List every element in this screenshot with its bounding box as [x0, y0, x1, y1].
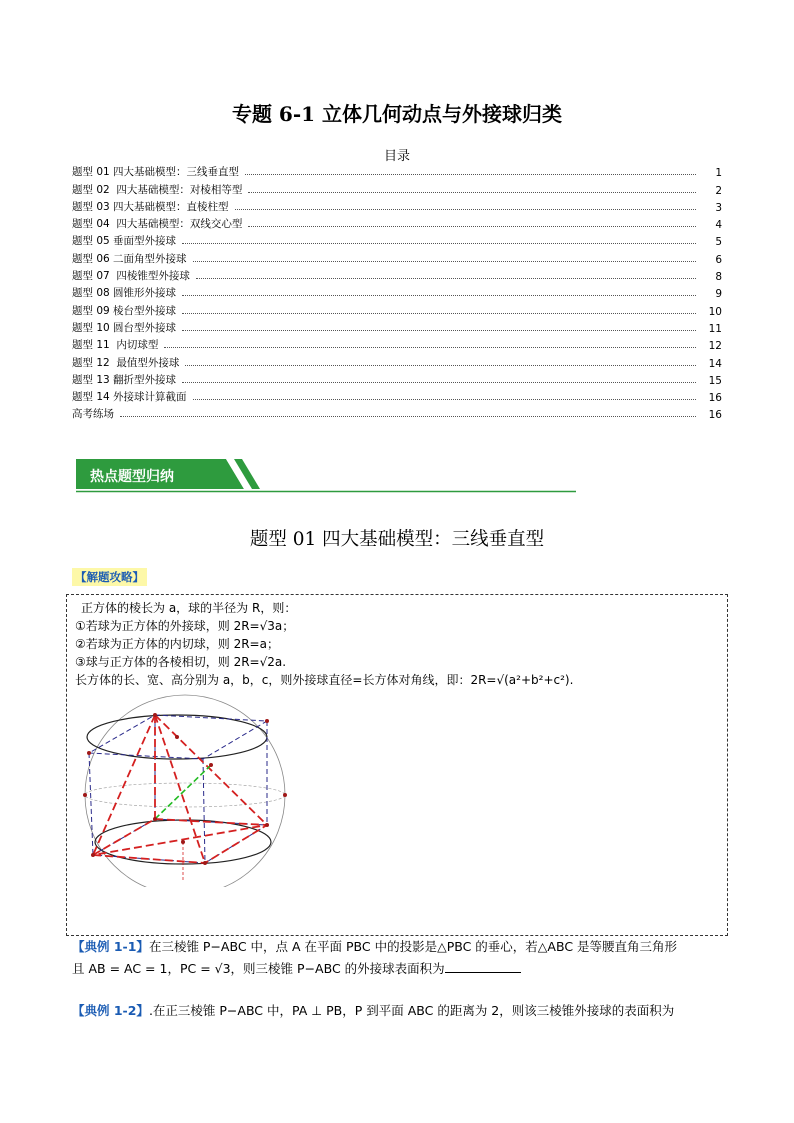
- example-text: 且 AB = AC = 1，PC = √3，则三棱锥 P−ABC 的外接球表面积为: [72, 961, 445, 976]
- strategy-line: 正方体的棱长为 a，球的半径为 R，则：: [81, 601, 297, 615]
- toc-entry[interactable]: 题型 13 翻折型外接球 15: [72, 373, 722, 387]
- toc-entry[interactable]: 题型 01 四大基础模型：三线垂直型 1: [72, 166, 722, 180]
- strategy-line: ③球与正方体的各棱相切，则 2R=√2a.: [75, 655, 287, 669]
- strategy-tag: 【解题攻略】: [72, 568, 147, 586]
- strategy-line: ②若球为正方体的内切球，则 2R=a；: [75, 637, 279, 651]
- toc-heading: 目录: [383, 149, 410, 164]
- strategy-box: [66, 594, 728, 936]
- toc-entry[interactable]: 题型 11 内切球型 12: [72, 339, 722, 353]
- document-title: 专题 6-1 立体几何动点与外接球归类: [231, 102, 563, 126]
- section-title: 题型 01 四大基础模型：三线垂直型: [249, 529, 545, 550]
- toc-entry[interactable]: 高考练场 16: [72, 408, 722, 422]
- strategy-line: ①若球为正方体的外接球，则 2R=√3a；: [75, 619, 295, 633]
- example-1-2: [72, 1000, 732, 1022]
- table-of-contents: [72, 162, 722, 421]
- example-tag: 【典例 1-2】: [72, 1003, 149, 1018]
- toc-entry[interactable]: 题型 04 四大基础模型：双线交心型 4: [72, 218, 722, 232]
- toc-entry[interactable]: 题型 09 棱台型外接球 10: [72, 304, 722, 318]
- strategy-line: 长方体的长、宽、高分别为 a，b，c，则外接球直径=长方体对角线，即：2R=√(a²+b²+c²).: [75, 673, 574, 687]
- toc-entry[interactable]: 题型 08 圆锥形外接球 9: [72, 287, 722, 301]
- toc-entry[interactable]: 题型 07 四棱锥型外接球 8: [72, 270, 722, 284]
- strategy-text: [75, 599, 573, 689]
- example-text: .在正三棱锥 P−ABC 中，PA ⊥ PB，P 到平面 ABC 的距离为 2，则该三棱锥外接球的表面积为: [148, 1003, 675, 1018]
- sphere-cuboid-figure: [75, 687, 295, 887]
- toc-entry[interactable]: 题型 06 二面角型外接球 6: [72, 252, 722, 266]
- example-text: 在三棱锥 P−ABC 中，点 A 在平面 PBC 中的投影是△PBC 的垂心，若△ABC 是等腰直角三角形: [148, 939, 678, 954]
- toc-entry[interactable]: 题型 03 四大基础模型：直棱柱型 3: [72, 200, 722, 214]
- example-1-1: [72, 936, 732, 980]
- toc-entry[interactable]: 题型 10 圆台型外接球 11: [72, 321, 722, 335]
- toc-entry[interactable]: 题型 02 四大基础模型：对棱相等型 2: [72, 183, 722, 197]
- banner-label: 热点题型归纳: [90, 469, 174, 485]
- toc-entry[interactable]: 题型 05 垂面型外接球 5: [72, 235, 722, 249]
- section-banner: [76, 459, 576, 493]
- example-tag: 【典例 1-1】: [72, 939, 149, 954]
- toc-entry[interactable]: 题型 12 最值型外接球 14: [72, 356, 722, 370]
- toc-entry[interactable]: 题型 14 外接球计算截面 16: [72, 391, 722, 405]
- answer-blank[interactable]: [445, 960, 521, 973]
